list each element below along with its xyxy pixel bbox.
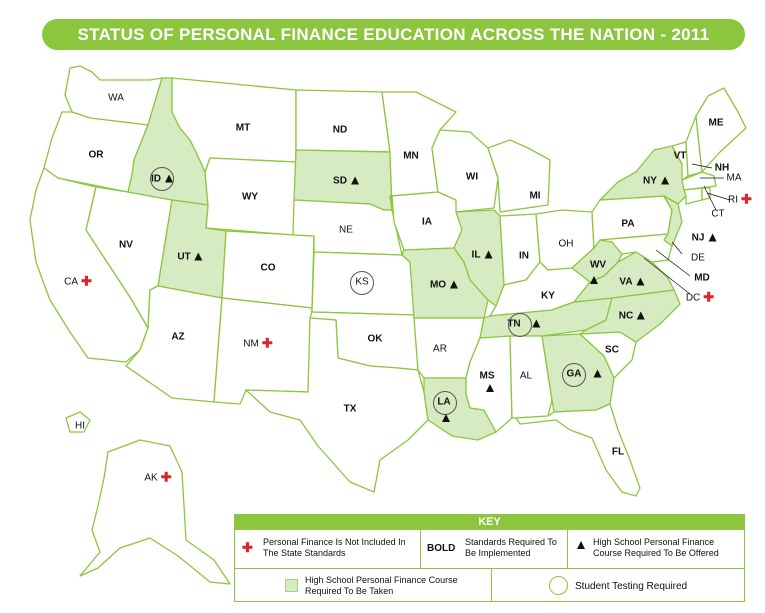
offered-icon xyxy=(486,384,494,392)
not-included-icon: ✚ xyxy=(160,469,172,485)
label-or: OR xyxy=(88,149,104,161)
label-va xyxy=(619,277,644,288)
key-bold-desc: Standards Required To Be Implemented xyxy=(465,537,557,558)
label-il-text: IL xyxy=(471,249,481,261)
not-included-icon: ✚ xyxy=(81,273,92,289)
state-ct xyxy=(684,188,702,204)
label-nh: NH xyxy=(714,162,730,174)
label-ny xyxy=(643,176,669,187)
testing-ring-tn xyxy=(508,313,532,337)
label-ok: OK xyxy=(367,333,383,345)
label-nd: ND xyxy=(332,124,348,136)
key-divider xyxy=(420,530,421,568)
label-nj-text: NJ xyxy=(691,232,705,244)
not-included-icon: ✚ xyxy=(741,191,752,207)
offered-icon xyxy=(637,312,645,320)
offered-icon xyxy=(661,177,669,185)
label-ca xyxy=(64,273,92,289)
label-mi: MI xyxy=(529,190,541,202)
state-mi xyxy=(488,140,550,212)
label-wy: WY xyxy=(241,191,259,203)
label-sd xyxy=(333,176,359,187)
offered-icon xyxy=(533,320,541,328)
offered-icon xyxy=(708,234,716,242)
key-bold-word: BOLD xyxy=(427,543,456,554)
label-ct: CT xyxy=(711,208,725,220)
offered-icon xyxy=(484,251,492,259)
label-md: MD xyxy=(694,272,710,284)
label-nc xyxy=(619,311,645,322)
label-vt: VT xyxy=(673,150,687,162)
label-id-text: ID xyxy=(151,173,161,185)
label-mt: MT xyxy=(235,122,251,134)
label-mn: MN xyxy=(403,150,419,162)
key-divider xyxy=(235,568,744,569)
label-nv: NV xyxy=(119,239,133,251)
label-ma: MA xyxy=(726,172,742,184)
offered-icon xyxy=(594,370,602,378)
label-me: ME xyxy=(708,117,724,129)
label-pa: PA xyxy=(621,218,635,230)
label-az: AZ xyxy=(171,331,185,343)
taken-swatch xyxy=(285,579,298,592)
label-oh: OH xyxy=(558,238,574,250)
label-tx: TX xyxy=(343,403,357,415)
testing-ring-icon xyxy=(549,576,568,595)
offered-icon xyxy=(351,177,359,185)
label-ak xyxy=(144,469,172,485)
label-hi: HI xyxy=(75,420,85,432)
label-ar: AR xyxy=(433,343,447,355)
label-co: CO xyxy=(260,262,276,274)
label-in: IN xyxy=(519,250,529,262)
label-la: LA xyxy=(437,396,451,408)
state-ak xyxy=(80,440,230,584)
label-ia: IA xyxy=(422,216,432,228)
label-ne: NE xyxy=(339,224,353,236)
label-va-text: VA xyxy=(619,276,633,288)
label-ky: KY xyxy=(541,290,555,302)
offered-icon xyxy=(442,414,450,422)
label-nj xyxy=(692,233,717,244)
label-nm xyxy=(243,335,273,351)
label-ut xyxy=(177,252,202,263)
key-divider xyxy=(567,530,568,568)
label-ut-text: UT xyxy=(177,251,191,263)
key-not-included: Personal Finance Is Not Included In The State Standards xyxy=(263,537,406,558)
key-offered: High School Personal Finance Course Required To Be Offered xyxy=(593,537,719,558)
label-wv: WV xyxy=(589,259,607,271)
testing-ring-la xyxy=(433,391,457,415)
not-included-icon: ✚ xyxy=(242,540,253,555)
testing-ring-ks xyxy=(350,271,374,295)
testing-ring-ga xyxy=(562,363,586,387)
key-testing: Student Testing Required xyxy=(575,581,688,592)
label-ks: KS xyxy=(355,276,369,288)
label-tn-text: TN xyxy=(507,318,521,330)
label-il xyxy=(472,250,493,261)
label-wi: WI xyxy=(465,171,479,183)
label-de: DE xyxy=(691,252,705,264)
label-sd-text: SD xyxy=(333,175,347,187)
label-ca-text: CA xyxy=(64,276,78,288)
state-nd xyxy=(296,90,390,152)
label-ri-text: RI xyxy=(728,194,739,206)
key-taken: High School Personal Finance Course Required To Be Taken xyxy=(305,575,458,596)
key-divider xyxy=(491,568,492,601)
state-nm xyxy=(214,298,312,404)
label-fl: FL xyxy=(611,446,625,458)
label-dc-text: DC xyxy=(685,292,701,304)
label-ny-text: NY xyxy=(643,175,657,187)
label-ak-text: AK xyxy=(144,472,158,484)
label-dc xyxy=(685,289,715,305)
offered-icon xyxy=(577,541,585,549)
key-title: KEY xyxy=(235,515,744,530)
not-included-icon: ✚ xyxy=(261,335,273,351)
label-ri xyxy=(728,191,752,207)
label-nm-text: NM xyxy=(243,338,259,350)
map-title: STATUS OF PERSONAL FINANCE EDUCATION ACROSS THE NATION - 2011 xyxy=(77,25,710,44)
map-key xyxy=(234,514,745,602)
offered-icon xyxy=(590,276,598,284)
offered-icon xyxy=(450,281,458,289)
label-nc-text: NC xyxy=(618,310,634,322)
label-ga-text: GA xyxy=(566,368,582,380)
label-al: AL xyxy=(519,370,533,382)
label-ms: MS xyxy=(479,370,495,382)
offered-icon xyxy=(637,278,645,286)
not-included-icon: ✚ xyxy=(703,289,715,305)
testing-ring-id xyxy=(150,167,174,191)
label-mo xyxy=(430,280,458,291)
offered-icon xyxy=(195,253,203,261)
label-mo-text: MO xyxy=(429,279,447,291)
label-wa: WA xyxy=(108,92,124,104)
label-sc: SC xyxy=(605,344,619,356)
state-me xyxy=(696,88,746,172)
